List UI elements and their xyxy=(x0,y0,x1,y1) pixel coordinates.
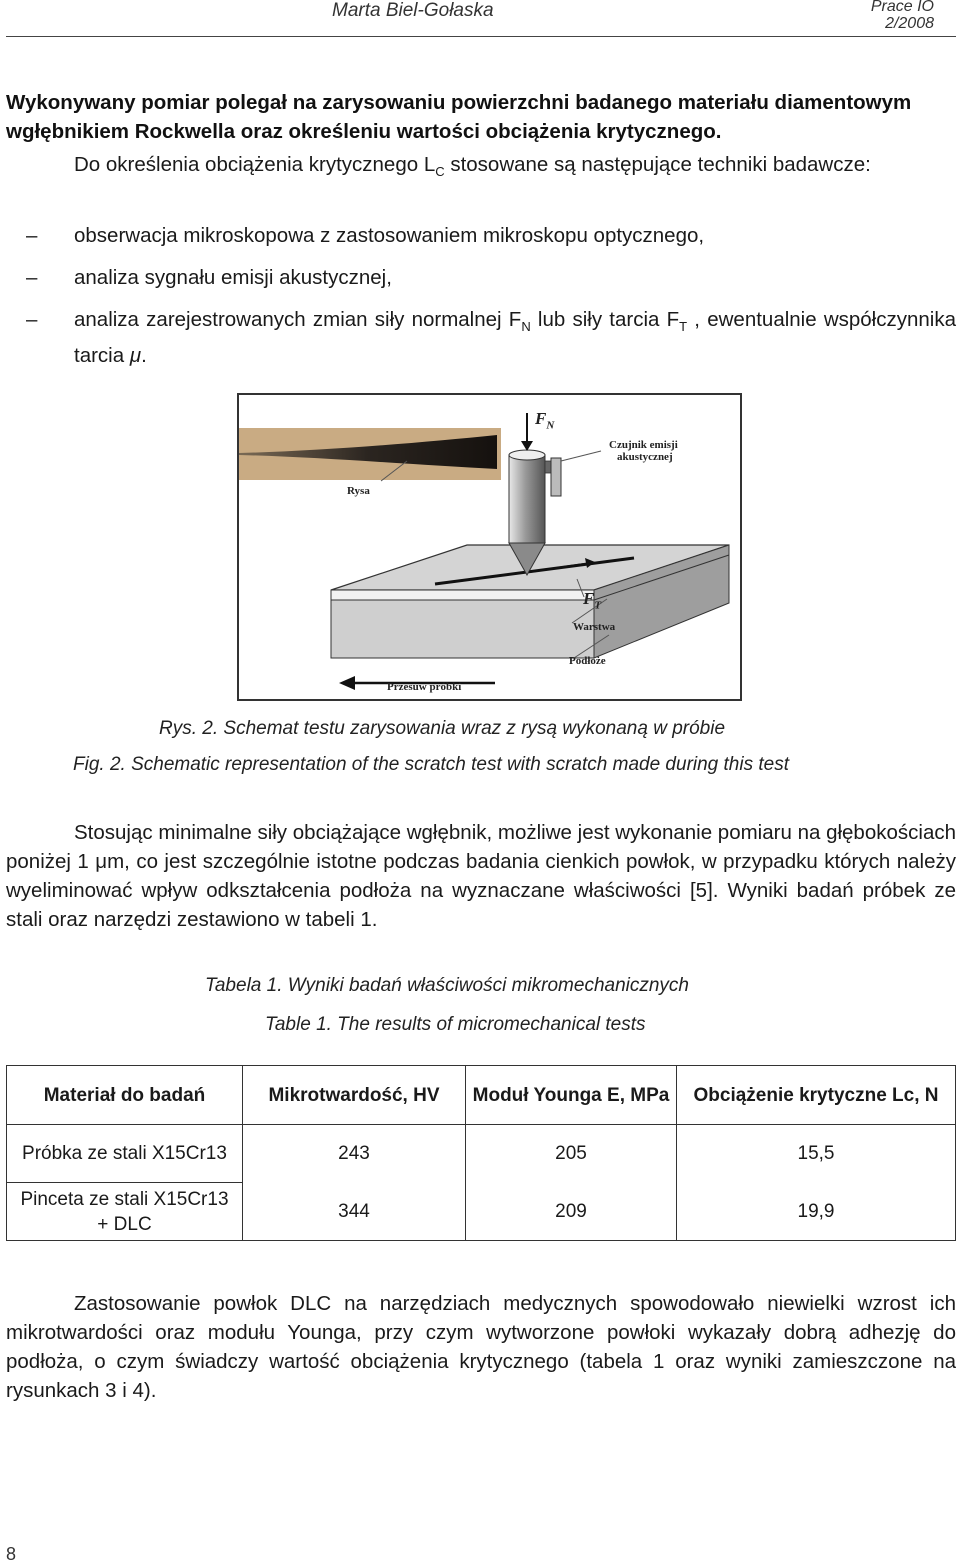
list-item xyxy=(6,263,956,292)
list-item xyxy=(6,221,956,250)
table-cell: 205 xyxy=(466,1125,677,1183)
list-dash: – xyxy=(26,266,38,289)
header-journal-name: Prace IO xyxy=(870,0,934,15)
bullet3-part-c: , ewentualnie współczynnika tarcia xyxy=(74,308,956,367)
table-caption-pl: Tabela 1. Wyniki badań właściwości mikromechanicznych xyxy=(205,975,689,996)
intro-bold-paragraph: Wykonywany pomiar polegał na zarysowaniu powierzchni badanego materiału diamentowym wgłębnikiem Rockwella oraz określeniu wartości obciążenia krytycznego. xyxy=(6,91,912,143)
table-header-cell: Mikrotwardość, HV xyxy=(243,1066,466,1125)
header-journal-issue: 2/2008 xyxy=(885,15,934,32)
indenter-body xyxy=(509,455,545,543)
bullet3-subscript-n: N xyxy=(521,319,531,334)
table-cell: 209 xyxy=(466,1183,677,1241)
techniques-text-before: Do określenia obciążenia krytycznego L xyxy=(74,153,436,176)
fn-label: $F_N$ xyxy=(535,409,555,432)
table-row xyxy=(7,1183,956,1241)
figure-caption-en: Fig. 2. Schematic representation of the scratch test with scratch made during this test xyxy=(73,754,789,775)
page-number: 8 xyxy=(6,1544,17,1564)
bullet3-part-b: lub siły tarcia F xyxy=(530,308,680,331)
list-item-text: obserwacja mikroskopowa z zastosowaniem mikroskopu optycznego, xyxy=(74,224,705,247)
sensor-leader xyxy=(561,451,601,461)
table-header-cell: Materiał do badań xyxy=(7,1066,243,1125)
table-row xyxy=(7,1125,956,1183)
table-cell: 243 xyxy=(243,1125,466,1183)
table-cell: 19,9 xyxy=(677,1183,956,1241)
podloze-label: Podłoże xyxy=(569,655,606,667)
table-caption-en: Table 1. The results of micromechanical tests xyxy=(265,1014,646,1035)
techniques-subscript: C xyxy=(435,164,445,179)
indenter-top xyxy=(509,450,545,460)
sample-move-label: Przesuw próbki xyxy=(387,681,462,693)
techniques-text-after: stosowane są następujące techniki badawcze: xyxy=(444,153,871,176)
conclusion-paragraph-text: Zastosowanie powłok DLC na narzędziach medycznych spowodowało niewielki wzrost ich mikrotwardości oraz modułu Younga, przy czym wytworzone powłoki wykazały dobrą adhezję do podłoża, o czym świadczy wartość obciążenia krytycznego (tabela 1 oraz wyniki zamieszczone na rysunkach 3 i 4). xyxy=(6,1292,956,1402)
list-dash: – xyxy=(26,308,38,331)
header-author: Marta Biel-Gołaska xyxy=(332,0,494,21)
table-header-cell: Moduł Younga E, MPa xyxy=(466,1066,677,1125)
acoustic-sensor-label-line1: Czujnik emisji xyxy=(609,439,678,451)
table-cell: Próbka ze stali X15Cr13 xyxy=(7,1125,243,1183)
bullet3-part-a: analiza zarejestrowanych zmian siły normalnej F xyxy=(74,308,522,331)
fn-arrow-head xyxy=(521,441,533,451)
scratch-test-figure xyxy=(237,393,742,701)
ft-label: $F_T$ xyxy=(583,589,602,612)
header-journal xyxy=(871,0,934,32)
method-paragraph-text: Stosując minimalne siły obciążające wgłębnik, możliwe jest wykonanie pomiaru na głębokościach poniżej 1 μm, co jest szczególnie istotne podczas badania cienkich powłok, w przypadku których należy wyeliminować wpływ odkształcenia podłoża na wyznaczane właściwości [5]. Wyniki badań próbek ze stali oraz narzędzi zestawiono w tabeli 1. xyxy=(6,821,956,931)
table-cell: 344 xyxy=(243,1183,466,1241)
header-rule xyxy=(6,36,956,37)
list-item-text xyxy=(74,305,956,370)
list-item-text: analiza sygnału emisji akustycznej, xyxy=(74,266,392,289)
plate-layer-front xyxy=(331,590,594,600)
list-item xyxy=(6,305,956,370)
sample-move-arrow-head xyxy=(339,676,355,690)
plate-substrate-front xyxy=(331,600,594,658)
method-paragraph xyxy=(6,818,956,934)
acoustic-sensor-icon xyxy=(551,458,561,496)
results-table xyxy=(6,1065,956,1241)
rysa-label: Rysa xyxy=(347,485,370,497)
bullet3-subscript-t: T xyxy=(679,319,688,334)
page-header xyxy=(0,0,960,40)
table-header-cell: Obciążenie krytyczne Lc, N xyxy=(677,1066,956,1125)
acoustic-sensor-label xyxy=(609,439,678,463)
list-dash: – xyxy=(26,224,38,247)
table-header-row xyxy=(7,1066,956,1125)
conclusion-paragraph xyxy=(6,1289,956,1405)
acoustic-sensor-label-line2: akustycznej xyxy=(617,451,673,463)
warstwa-label: Warstwa xyxy=(573,621,616,633)
bullet3-mu: μ xyxy=(129,344,142,367)
table-cell: Pinceta ze stali X15Cr13 + DLC xyxy=(7,1183,243,1241)
figure-caption-pl: Rys. 2. Schemat testu zarysowania wraz z rysą wykonaną w próbie xyxy=(159,718,726,739)
techniques-list xyxy=(6,221,956,383)
bullet3-end: . xyxy=(141,344,147,367)
techniques-paragraph xyxy=(6,150,956,186)
table-cell: 15,5 xyxy=(677,1125,956,1183)
